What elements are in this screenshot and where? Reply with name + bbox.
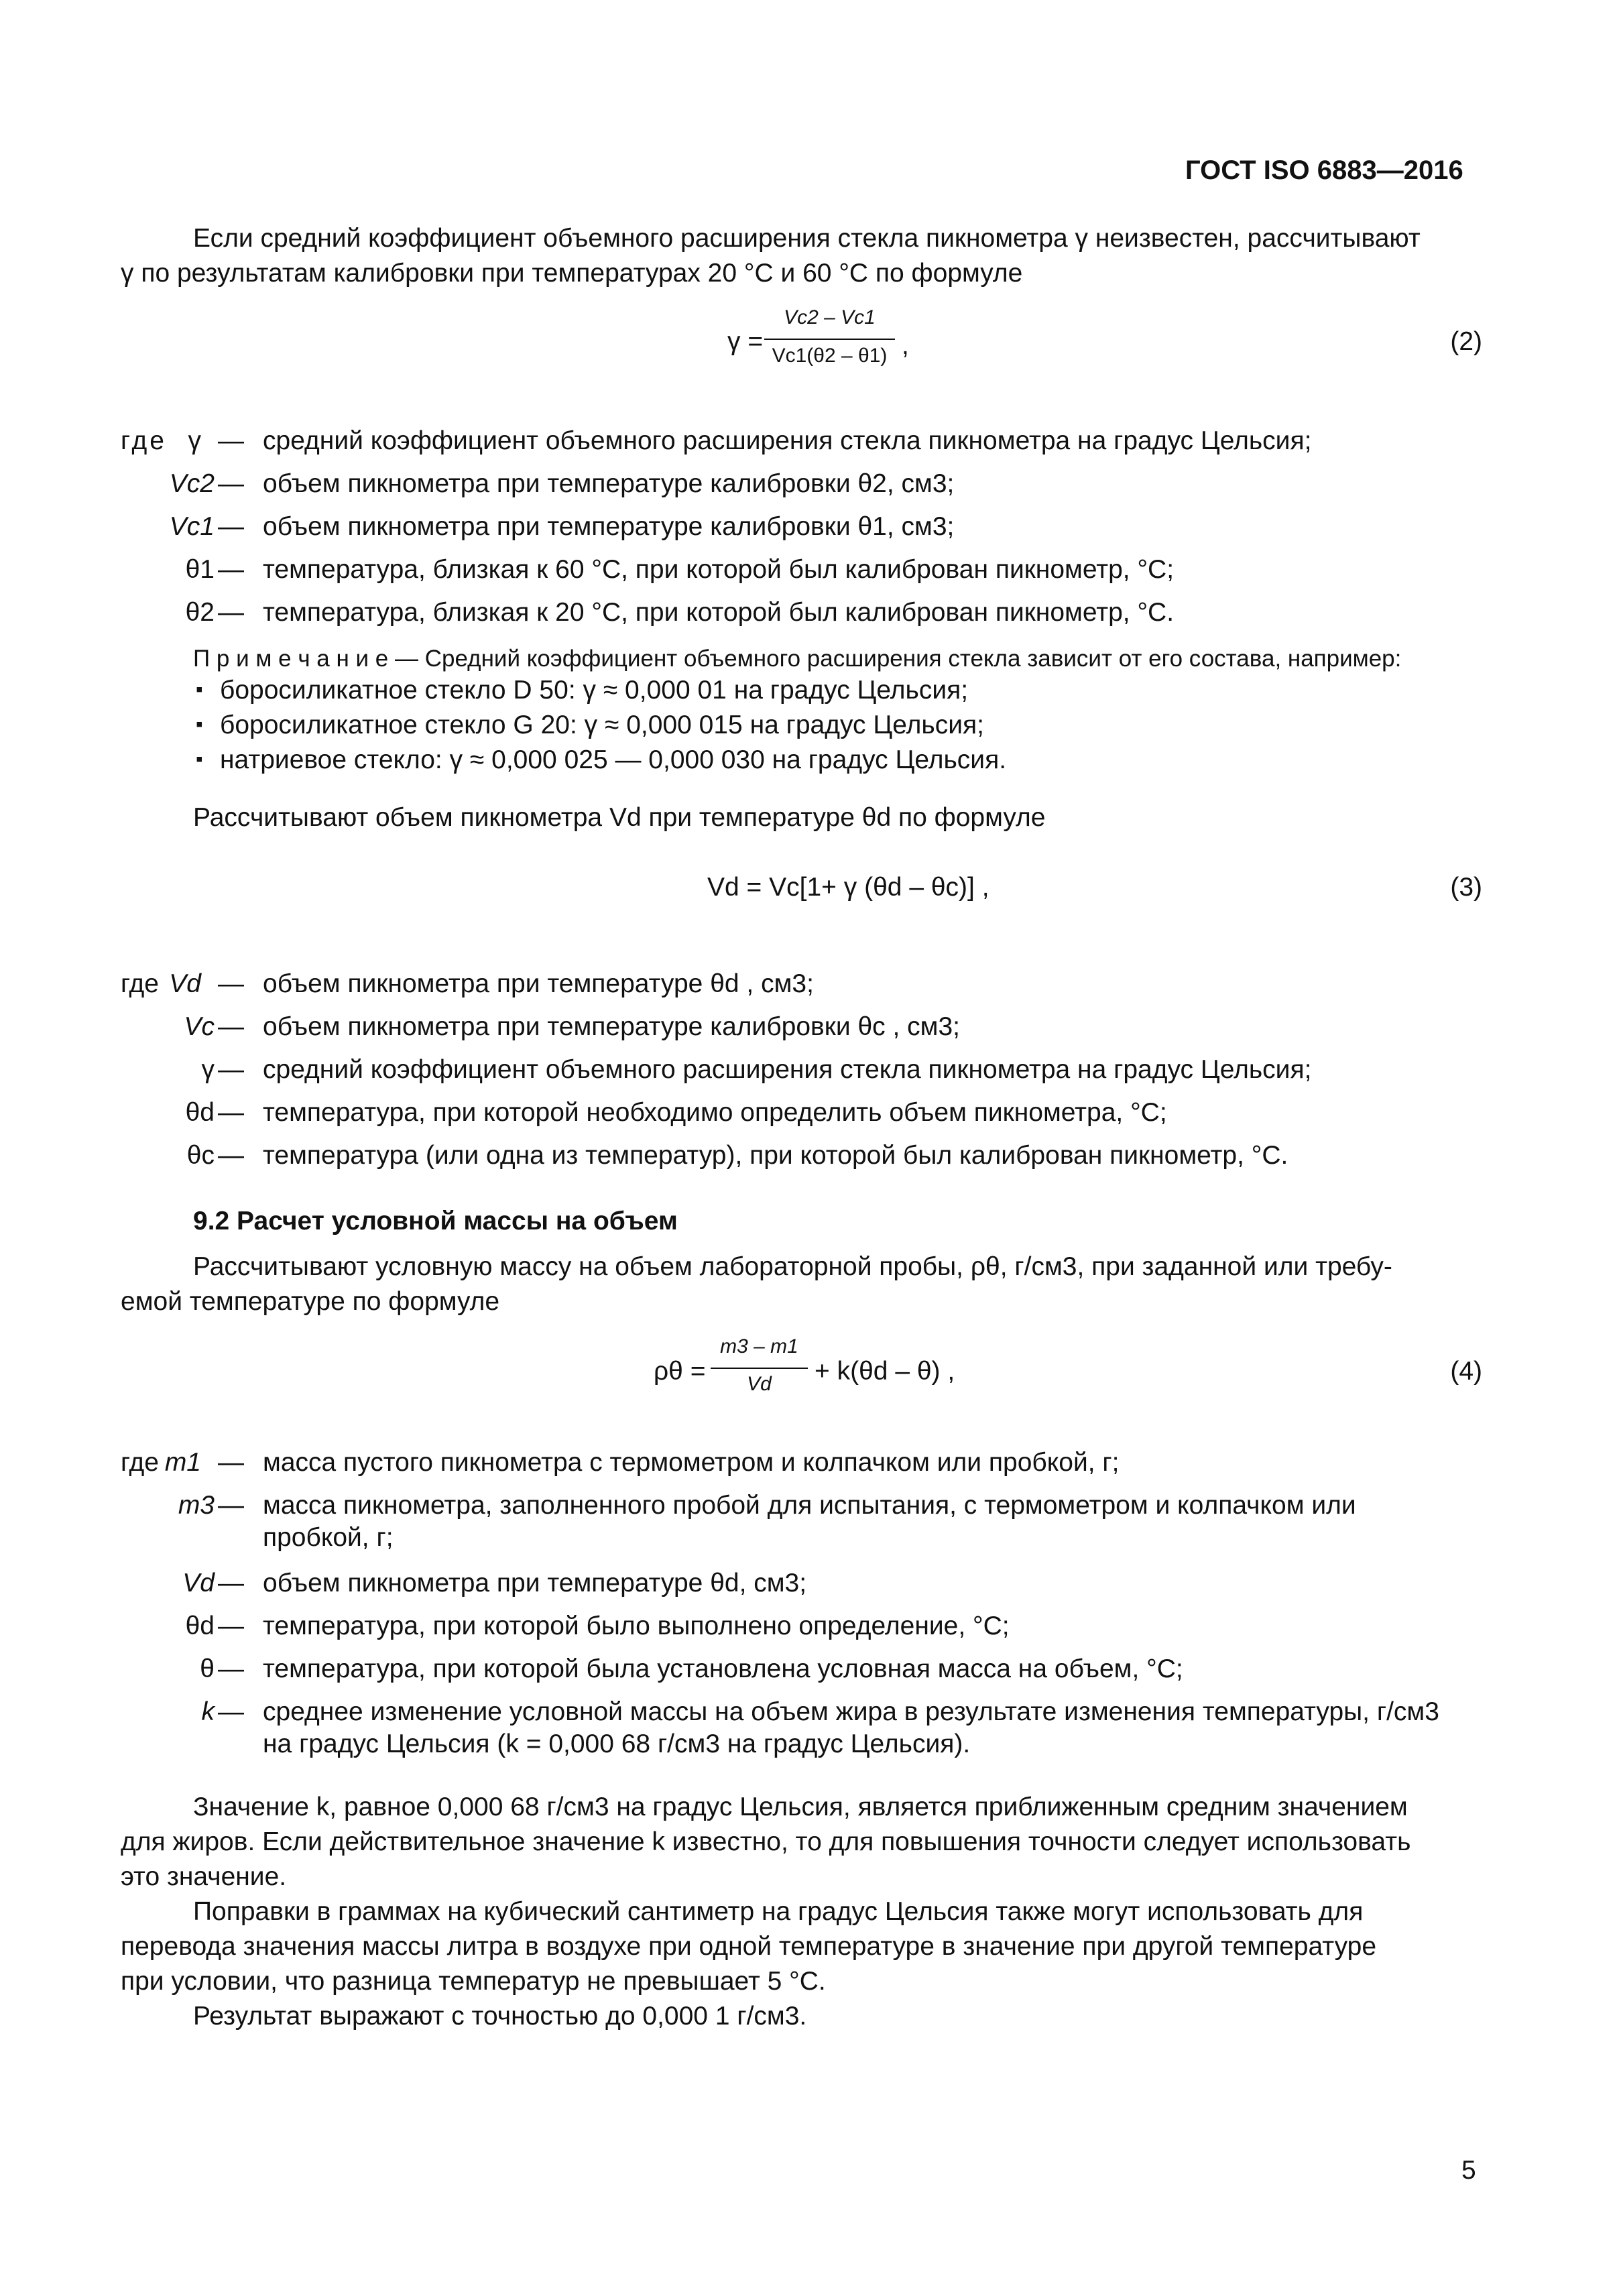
symbol: k [201, 1697, 215, 1726]
definition: температура, при которой необходимо определить объем пикнометра, °С; [263, 1098, 1167, 1127]
where-word: где [121, 969, 159, 998]
dash: — [218, 426, 244, 455]
definition: объем пикнометра при температуре калибровки θ2, см3; [263, 469, 955, 498]
definition: объем пикнометра при температуре θd, см3; [263, 1569, 807, 1597]
dash: — [218, 598, 244, 627]
dash: — [218, 1098, 244, 1127]
note-line [193, 644, 1401, 674]
note-item: боросиликатное стекло D 50: γ ≈ 0,000 01 на градус Цельсия; [220, 676, 969, 705]
note-text: — Средний коэффициент объемного расширения стекла зависит от его состава, например: [388, 646, 1402, 672]
equation-denominator: Vd [747, 1373, 772, 1395]
paragraph-line: γ по результатам калибровки при температурах 20 °С и 60 °С по формуле [121, 259, 1023, 288]
dash: — [218, 1697, 244, 1726]
symbol: θ [200, 1654, 215, 1683]
equation-lhs: ρθ = [654, 1357, 706, 1386]
dash: — [218, 1491, 244, 1520]
fraction-line [711, 1368, 808, 1369]
equation-number: (2) [1450, 327, 1482, 356]
symbol: Vd [169, 969, 201, 998]
dash: — [218, 512, 244, 541]
paragraph-line: это значение. [121, 1862, 287, 1891]
symbol: Vc [184, 1012, 215, 1041]
equation-number: (3) [1450, 873, 1482, 902]
symbol: θ1 [185, 555, 215, 584]
definition: температура, при которой было выполнено определение, °С; [263, 1612, 1010, 1640]
paragraph-line: Результат выражают с точностью до 0,000 1 г/см3. [193, 2002, 807, 2031]
symbol: Vc1 [169, 512, 215, 541]
equation-tail: + k(θd – θ) , [815, 1357, 955, 1386]
paragraph-line: Если средний коэффициент объемного расширения стекла пикнометра γ неизвестен, рассчитывают [193, 224, 1421, 253]
equation-expression: Vd = Vc[1+ γ (θd – θc)] , [707, 873, 989, 902]
paragraph-line: Рассчитывают условную массу на объем лабораторной пробы, ρθ, г/см3, при заданной или требу- [193, 1252, 1392, 1281]
symbol: θd [185, 1098, 215, 1127]
note-label: П р и м е ч а н и е [193, 646, 389, 672]
definition: температура (или одна из температур), при которой был калиброван пикнометр, °С. [263, 1141, 1288, 1170]
definition-continuation: пробкой, г; [263, 1523, 394, 1552]
paragraph-line: Поправки в граммах на кубический сантиметр на градус Цельсия также могут использовать для [193, 1897, 1364, 1926]
where-word: где [121, 1448, 159, 1477]
symbol: Vd [182, 1569, 215, 1597]
equation-numerator: Vc2 – Vc1 [784, 306, 876, 328]
where-word: где [121, 426, 167, 455]
bullet-icon: ▪ [196, 748, 203, 770]
dash: — [218, 1569, 244, 1597]
definition: среднее изменение условной массы на объем жира в результате изменения температуры, г/см3 [263, 1697, 1439, 1726]
equation-lhs: γ = [727, 327, 764, 356]
note-item: натриевое стекло: γ ≈ 0,000 025 — 0,000 030 на градус Цельсия. [220, 745, 1007, 774]
dash: — [218, 1141, 244, 1170]
document-id: ГОСТ ISO 6883—2016 [1185, 156, 1463, 185]
dash: — [218, 1654, 244, 1683]
definition: средний коэффициент объемного расширения стекла пикнометра на градус Цельсия; [263, 1055, 1312, 1084]
paragraph-line: при условии, что разница температур не превышает 5 °С. [121, 1967, 826, 1996]
definition: средний коэффициент объемного расширения стекла пикнометра на градус Цельсия; [263, 426, 1312, 455]
symbol: θc [186, 1141, 215, 1170]
bullet-icon: ▪ [196, 713, 203, 735]
paragraph-line: Рассчитывают объем пикнометра Vd при температуре θd по формуле [193, 803, 1046, 832]
paragraph-line: перевода значения массы литра в воздухе при одной температуре в значение при другой температуре [121, 1932, 1377, 1961]
definition: температура, близкая к 60 °С, при которой был калиброван пикнометр, °С; [263, 555, 1175, 584]
symbol: γ [201, 1055, 215, 1084]
definition: объем пикнометра при температуре θd , см3; [263, 969, 814, 998]
definition-continuation: на градус Цельсия (k = 0,000 68 г/см3 на градус Цельсия). [263, 1730, 971, 1758]
equation-denominator: Vc1(θ2 – θ1) [772, 345, 888, 367]
definition: температура, при которой была установлена условная масса на объем, °С; [263, 1654, 1183, 1683]
symbol: m1 [164, 1448, 201, 1477]
definition: масса пустого пикнометра с термометром и колпачком или пробкой, г; [263, 1448, 1120, 1477]
section-heading: 9.2 Расчет условной массы на объем [193, 1207, 678, 1235]
fraction-line [764, 339, 895, 340]
paragraph-line: Значение k, равное 0,000 68 г/см3 на градус Цельсия, является приближенным средним значением [193, 1793, 1408, 1821]
equation-number: (4) [1450, 1357, 1482, 1386]
dash: — [218, 469, 244, 498]
symbol: γ [188, 426, 201, 455]
dash: — [218, 1055, 244, 1084]
dash: — [218, 1448, 244, 1477]
equation-tail: , [902, 331, 909, 360]
symbol: m3 [178, 1491, 215, 1520]
definition: объем пикнометра при температуре калибровки θc , см3; [263, 1012, 960, 1041]
page-number: 5 [1461, 2156, 1476, 2185]
paragraph-line: емой температуре по формуле [121, 1287, 500, 1316]
dash: — [218, 969, 244, 998]
equation-numerator: m3 – m1 [720, 1335, 798, 1357]
definition: масса пикнометра, заполненного пробой для испытания, с термометром и колпачком или [263, 1491, 1356, 1520]
symbol: θd [185, 1612, 215, 1640]
bullet-icon: ▪ [196, 678, 203, 701]
symbol: Vc2 [169, 469, 215, 498]
paragraph-line: для жиров. Если действительное значение k известно, то для повышения точности следует использовать [121, 1827, 1411, 1856]
symbol: θ2 [185, 598, 215, 627]
dash: — [218, 1612, 244, 1640]
definition: объем пикнометра при температуре калибровки θ1, см3; [263, 512, 955, 541]
definition: температура, близкая к 20 °С, при которой был калиброван пикнометр, °С. [263, 598, 1175, 627]
dash: — [218, 555, 244, 584]
note-item: боросиликатное стекло G 20: γ ≈ 0,000 015 на градус Цельсия; [220, 711, 984, 739]
dash: — [218, 1012, 244, 1041]
